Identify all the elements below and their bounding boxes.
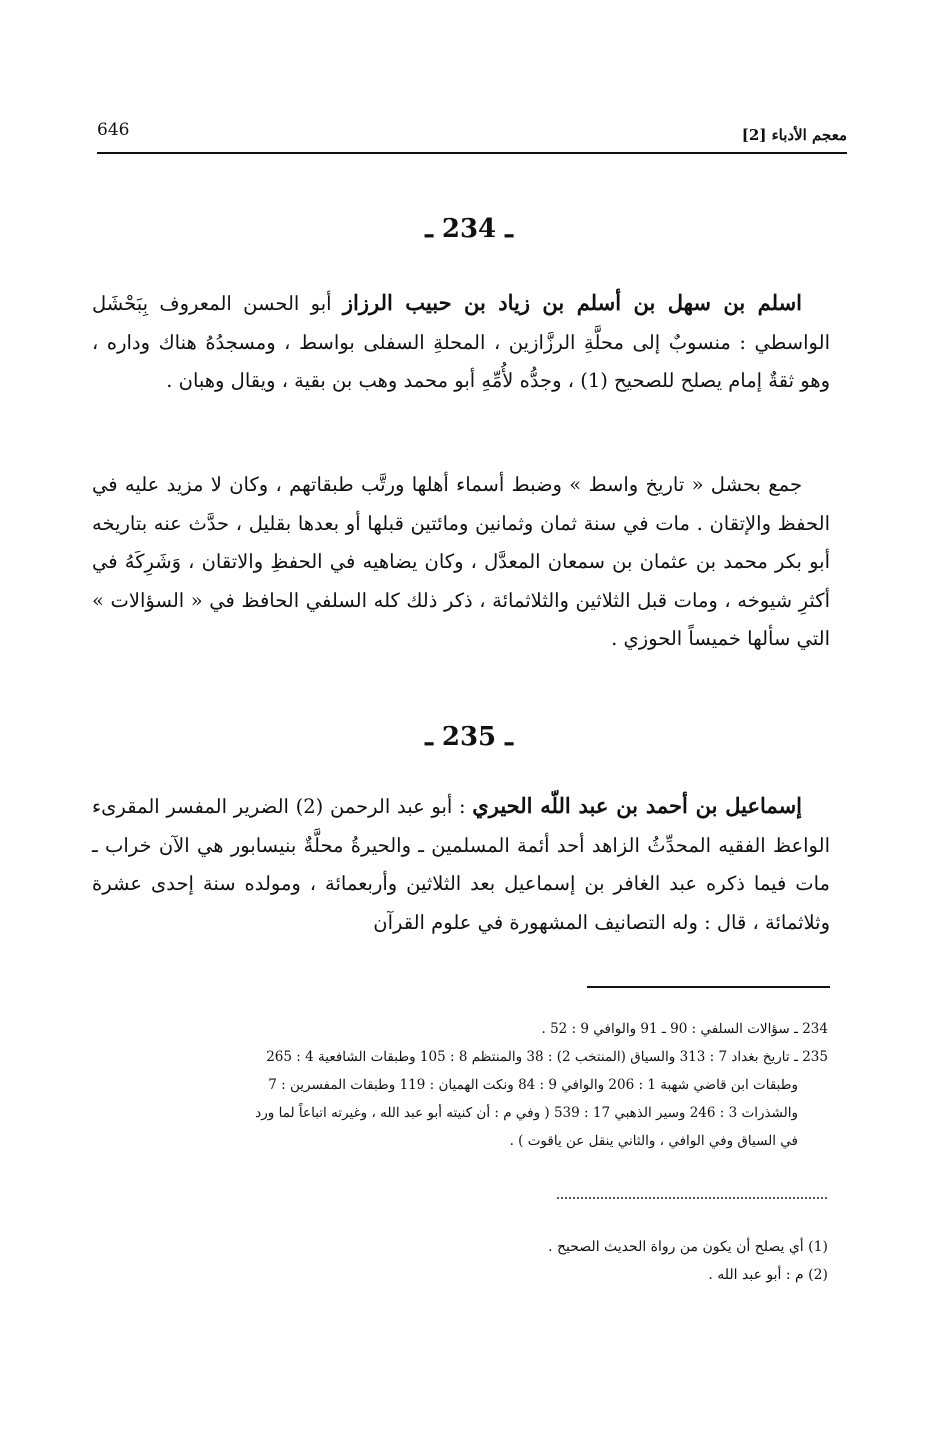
references-block xyxy=(80,1015,828,1155)
entry-234-text-2: جمع بحشل « تاريخ واسط » وضبط أسماء أهلها ورتَّب طبقاتهم ، وكان لا مزيد عليه في الحفظ والإتقان . مات في سنة ثمان وثمانين ومائتين قبلها أو بعدها بقليل ، حدَّث عنه بتاريخه أبو بكر محمد بن عثمان بن سمعان المعدَّل ، وكان يضاهيه في الحفظِ والاتقان ، وَشَرِكَهُ في أكثرِ شيوخه ، ومات قبل الثلاثين والثلاثمائة ، ذكر ذلك كله السلفي الحافظ في « السؤالات » التي سألها خميساً الحوزي . xyxy=(92,473,830,650)
reference-235-line-2: وطبقات ابن قاضي شهبة 1 : 206 والوافي 9 : 84 ونكت الهميان : 119 وطبقات المفسرين : 7 xyxy=(268,1077,798,1093)
entry-235-text-1: : أبو عبد الرحمن (2) الضرير المفسر المقرىء الواعظ الفقيه المحدِّثُ الزاهد أحد أئمة المسلمين ـ والحيرةُ محلَّةٌ بنيسابور هي الآن خراب ـ مات فيما ذكره عبد الغافر بن إسماعيل بعد الثلاثين وأربعمائة ، ومولده سنة إحدى عشرة وثلاثمائة ، قال : وله التصانيف المشهورة في علوم القرآن xyxy=(92,795,830,934)
references-separator xyxy=(587,986,830,988)
footnotes-separator xyxy=(557,1197,827,1199)
entry-234-name: اسلم بن سهل بن أسلم بن زياد بن حبيب الرزاز xyxy=(342,290,802,315)
entry-234-paragraph-2 xyxy=(92,466,830,659)
reference-235-line-3: والشذرات 3 : 246 وسير الذهبي 17 : 539 ( وفي م : أن كنيته أبو عبد الله ، وغيرته اتباعاً لما ورد xyxy=(255,1105,798,1121)
entry-235-name: إسماعيل بن أحمد بن عبد اللّه الحيري xyxy=(472,793,803,818)
reference-235-line-4: في السياق وفي الوافي ، والثاني ينقل عن ياقوت ) . xyxy=(509,1133,798,1149)
footnote-1: (1) أي يصلح أن يكون من رواة الحديث الصحيح . xyxy=(548,1239,828,1255)
page-number: 646 xyxy=(97,120,130,140)
entry-234-text-1: أبو الحسن المعروف بِبَحْشَل الواسطي : منسوبٌ إلى محلَّةِ الرزَّازين ، المحلةِ السفلى بواسط ، ومسجدُهُ هناك وداره ، وهو ثقةٌ إمام يصلح للصحيح (1) ، وجدُّه لأُمِّهِ أبو محمد وهب بن بقية ، ويقال وهبان . xyxy=(92,292,830,392)
book-title: معجم الأدباء [2] xyxy=(741,126,847,144)
reference-235-line-1: 235 ـ تاريخ بغداد 7 : 313 والسياق (المنتخب 2) : 38 والمنتظم 8 : 105 وطبقات الشافعية 4 : 265 xyxy=(266,1049,828,1065)
entry-number-235: ـ 235 ـ xyxy=(425,722,513,752)
entry-234-paragraph-1 xyxy=(92,284,830,401)
footnote-2: (2) م : أبو عبد الله . xyxy=(708,1267,828,1283)
reference-234: 234 ـ سؤالات السلفي : 90 ـ 91 والوافي 9 : 52 . xyxy=(541,1021,828,1037)
footnotes-block xyxy=(420,1233,828,1289)
entry-number-234: ـ 234 ـ xyxy=(425,214,513,244)
entry-235-paragraph-1 xyxy=(92,787,830,942)
running-header xyxy=(97,118,847,154)
